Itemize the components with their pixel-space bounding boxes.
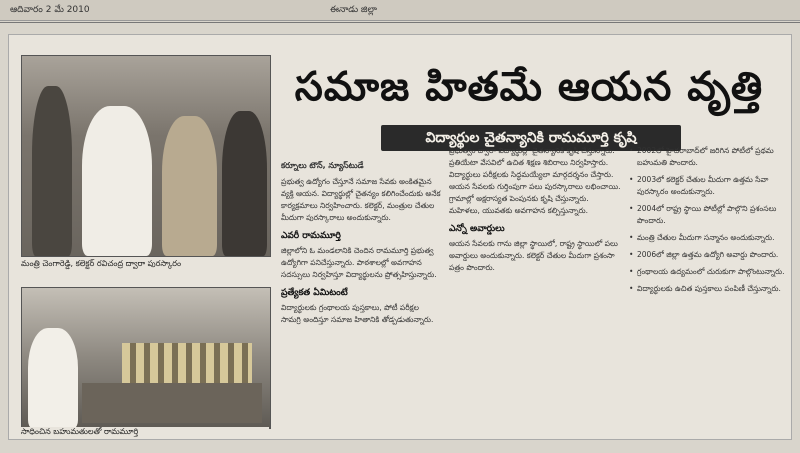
news-clipping (8, 34, 792, 440)
column2-paragraph: ప్రభుత్వం ద్వారా విద్యార్థుల్లో చైతన్యానికి కృషి చేస్తున్నారు. ప్రతియేటా వేసవిలో ఉచిత శిక్షణ శిబిరాలు నిర్వహిస్తారు. విద్యార్థులు పరీక్షలకు సిద్ధమయ్యేలా మార్గదర్శనం చేస్తారు. ఆయన సేవలకు గుర్తింపుగా పలు పురస్కారాలు లభించాయి. గ్రామాల్లో అక్షరాస్యత పెంపునకు కృషి చేస్తున్నారు. మహిళలు, యువతకు అవగాహన కల్పిస్తున్నారు. (449, 146, 621, 215)
special-paragraph: విద్యార్థులకు గ్రంథాలయ పుస్తకాలు, పోటీ పరీక్షల సామగ్రి అందిస్తూ సమాజ హితానికి తోడ్పడుతున్నారు. (281, 303, 434, 324)
headline: సమాజ హితమే ఆయన వృత్తి (294, 63, 764, 110)
masthead-section: ఈనాడు జిల్లా (330, 5, 377, 15)
article-column-2 (449, 145, 621, 435)
person-figure (82, 106, 152, 256)
subheadline: విద్యార్థుల చైతన్యానికి రామమూర్తి కృషి (381, 125, 681, 151)
section-heading-awards: ఎన్నో అవార్డులు (449, 224, 505, 234)
who-paragraph: జిల్లాలోని ఓ మండలానికి చెందిన రామమూర్తి ప్రభుత్వ ఉద్యోగిగా పనిచేస్తున్నారు. పాఠశాలల్లో అవగాహన సదస్సులు నిర్వహిస్తూ విద్యార్థులను ప్రోత్సహిస్తున్నారు. (281, 246, 437, 279)
section-heading-special: ప్రత్యేకత ఏమిటంటే (281, 288, 348, 298)
trophy-table (82, 383, 262, 423)
person-figure (222, 111, 267, 256)
intro-paragraph: ప్రభుత్వ ఉద్యోగం చేస్తూనే సమాజ సేవకు అంకితమైన వ్యక్తి ఆయన. విద్యార్థుల్లో చైతన్యం కలిగించేందుకు అనేక కార్యక్రమాలు నిర్వహించారు. కలెక్టర్, మంత్రుల చేతుల మీదుగా పురస్కారాలు అందుకున్నారు. (281, 177, 441, 222)
dateline: కర్నూలు టౌన్, న్యూస్‌టుడే (281, 161, 364, 170)
list-item: • గ్రంథాలయ ఉద్యమంలో చురుకుగా పాల్గొంటున్నారు. (629, 266, 785, 278)
article-column-3 (629, 145, 785, 435)
masthead-rule (0, 22, 800, 23)
newspaper-masthead (0, 0, 800, 21)
photo2-caption: సాధించిన బహుమతులతో రామమూర్తి (21, 427, 269, 439)
list-item: • 2003లో కలెక్టర్ చేతుల మీదుగా ఉత్తమ సేవా పురస్కారం అందుకున్నారు. (629, 174, 785, 198)
award-ceremony-photo (21, 55, 271, 257)
article-column-1 (281, 160, 441, 435)
person-figure (32, 86, 72, 256)
photo1-caption: మంత్రి చెంగారెడ్డి, కలెక్టర్ రవిచంద్ర ద్వారా పురస్కారం (21, 259, 269, 273)
list-item: • 2006లో జిల్లా ఉత్తమ ఉద్యోగి అవార్డు పొందారు. (629, 249, 785, 261)
list-item: • 2004లో రాష్ట్ర స్థాయి పోటీల్లో పాల్గొని ప్రశంసలు పొందారు. (629, 203, 785, 227)
person-figure (28, 328, 78, 428)
list-item: • 2002లో హైదరాబాద్‌లో జరిగిన పోటీలో ప్రథమ బహుమతి పొందారు. (629, 145, 785, 169)
list-item: • విద్యార్థులకు ఉచిత పుస్తకాలు పంపిణీ చేస్తున్నారు. (629, 283, 785, 295)
trophies-photo (21, 287, 271, 429)
section-heading-who: ఎవరీ రామమూర్తి (281, 231, 341, 241)
trophy-cluster (122, 343, 252, 383)
list-item: • మంత్రి చేతుల మీదుగా సన్మానం అందుకున్నారు. (629, 232, 785, 244)
person-figure (162, 116, 217, 256)
masthead-date: ఆదివారం 2 మే 2010 (10, 5, 90, 15)
awards-paragraph: ఆయన సేవలకు గాను జిల్లా స్థాయిలో, రాష్ట్ర స్థాయిలో పలు అవార్డులు అందుకున్నారు. కలెక్టర్ చేతుల మీదుగా ప్రశంసా పత్రం పొందారు. (449, 239, 618, 272)
